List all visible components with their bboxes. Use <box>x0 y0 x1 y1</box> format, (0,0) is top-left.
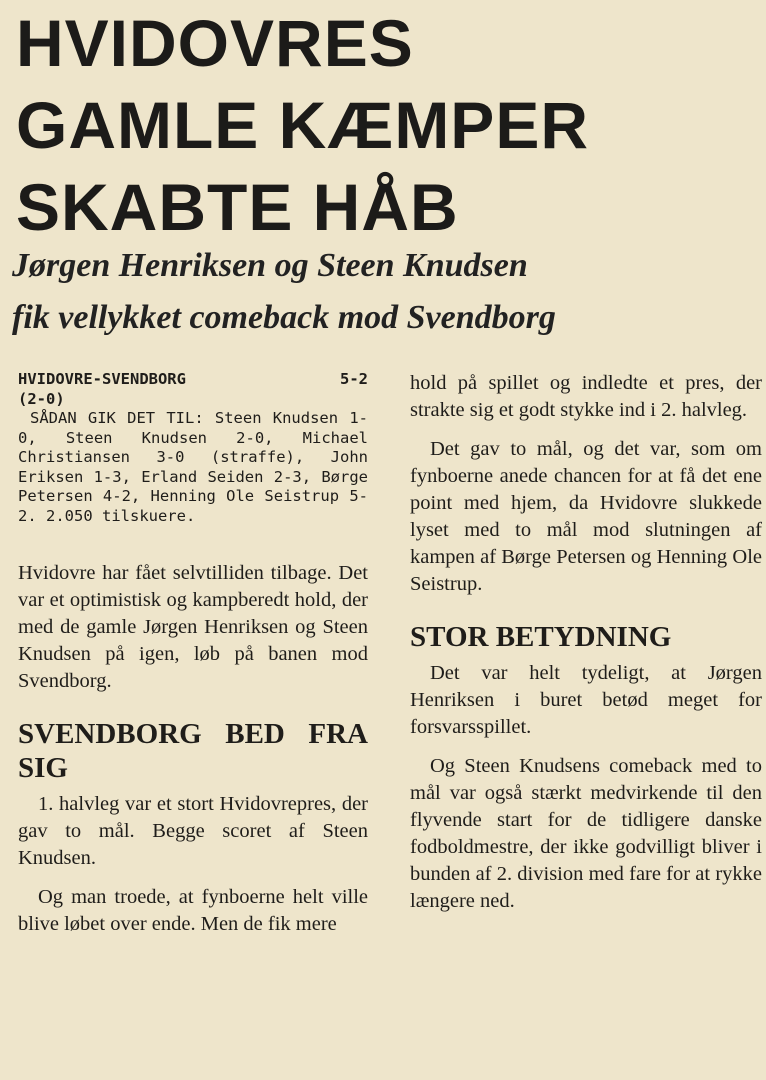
headline <box>16 2 589 248</box>
result-box <box>18 370 368 526</box>
match-score: 5-2 <box>340 370 368 388</box>
column-right <box>410 370 762 927</box>
headline-line: GAMLE KÆMPER <box>16 88 589 162</box>
subheadline-line: fik vellykket comeback mod Svendborg <box>12 299 556 336</box>
goal-summary: SÅDAN GIK DET TIL: Steen Knudsen 1-0, Steen Knudsen 2-0, Michael Christiansen 3-0 (straffe), John Eriksen 1-3, Erland Seiden 2-3, Børge Petersen 4-2, Henning Ole Seistrup 5-2. 2.050 tilskuere. <box>18 409 368 525</box>
match-title: HVIDOVRE-SVENDBORG <box>18 370 186 388</box>
article-intro: Hvidovre har fået selvtilliden tilbage. Det var et optimistisk og kampberedt hold, der med de gamle Jørgen Henriksen og Steen Knudsen på igen, løb på banen mod Svendborg. <box>18 562 368 692</box>
article-paragraph: Og Steen Knudsens comeback med to mål var også stærkt medvirkende til den flyvende start for de tidligere danske fodboldmestre, der ikke godvilligt bliver i bunden af 2. division med fare for at rykke længere ned. <box>410 755 762 912</box>
section-heading: STOR BETYDNING <box>410 621 672 653</box>
section-heading: SVENDBORG BED FRA SIG <box>18 718 368 784</box>
headline-line: SKABTE HÅB <box>16 170 459 244</box>
article-paragraph: 1. halvleg var et stort Hvidovrepres, der gav to mål. Begge scoret af Steen Knudsen. <box>18 793 368 869</box>
article-paragraph: Og man troede, at fynboerne helt ville blive løbet over ende. Men de fik mere <box>18 886 368 935</box>
article-paragraph: Det gav to mål, og det var, som om fynboerne anede chancen for at få det ene point med hjem, da Hvidovre slukkede lyset med to mål mod slutningen af kampen af Børge Petersen og Henning Ole Seistrup. <box>410 438 762 595</box>
article-paragraph: Det var helt tydeligt, at Jørgen Henriksen i buret betød meget for forsvarsspillet. <box>410 662 762 738</box>
subheadline <box>12 240 556 344</box>
halftime-score: (2-0) <box>18 389 65 408</box>
headline-line: HVIDOVRES <box>16 6 414 80</box>
column-left <box>18 370 368 950</box>
subheadline-line: Jørgen Henriksen og Steen Knudsen <box>12 247 528 284</box>
article-paragraph: hold på spillet og indledte et pres, der strakte sig et godt stykke ind i 2. halvleg. <box>410 372 762 421</box>
